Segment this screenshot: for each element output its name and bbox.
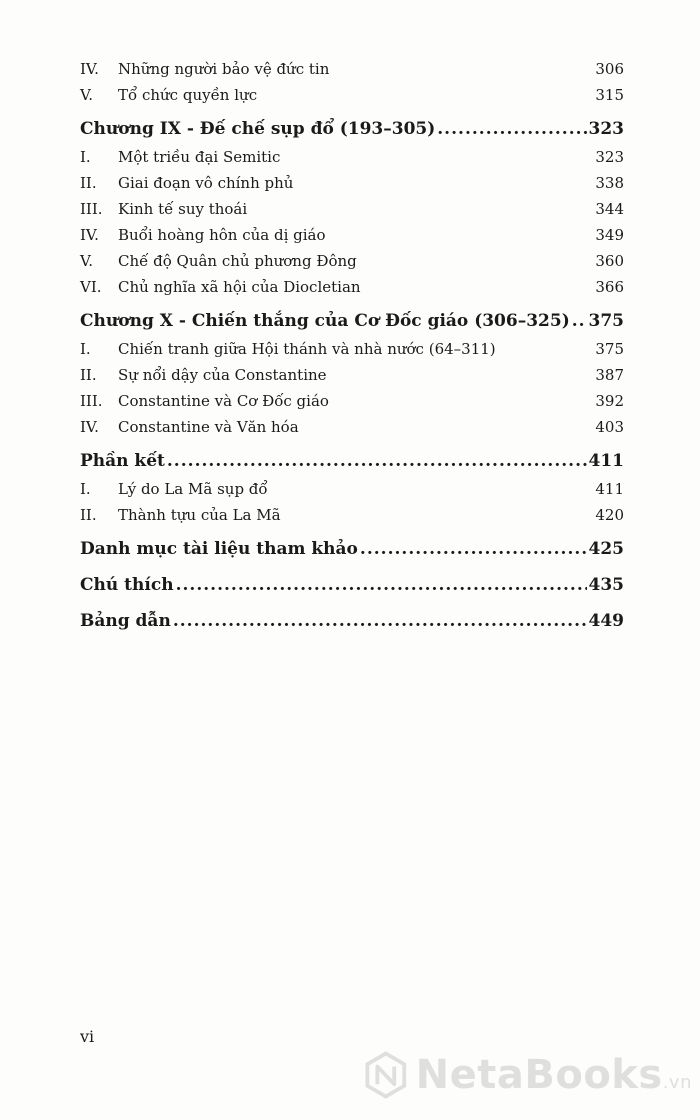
toc-item [80, 336, 624, 362]
section-numeral: II. [80, 174, 97, 192]
section-title: Chiến tranh giữa Hội thánh và nhà nước (64–311) [118, 340, 496, 358]
chapter-title: Chương IX - Đế chế sụp đổ (193–305) [80, 119, 436, 139]
toc-item [80, 476, 624, 502]
section-title: Giai đoạn vô chính phủ [118, 174, 294, 192]
section-numeral: III. [80, 200, 103, 218]
section-page-number: 387 [595, 366, 624, 384]
section-title: Kinh tế suy thoái [118, 200, 248, 218]
page-folio: vi [80, 1027, 95, 1046]
toc-chapter-heading [80, 108, 624, 144]
toc-item [80, 274, 624, 300]
section-title: Sự nổi dậy của Constantine [118, 366, 327, 384]
toc-item [80, 56, 624, 82]
dot-leader [167, 451, 587, 471]
toc-chapter-heading [80, 440, 624, 476]
chapter-title: Danh mục tài liệu tham khảo [80, 539, 358, 559]
section-page-number: 344 [595, 200, 624, 218]
section-numeral: IV. [80, 226, 99, 244]
toc-item [80, 362, 624, 388]
watermark [362, 1040, 692, 1110]
table-of-contents [80, 56, 624, 636]
toc-chapter-heading [80, 564, 624, 600]
dot-leader [360, 539, 587, 559]
toc-chapter-heading [80, 300, 624, 336]
toc-chapter-heading [80, 600, 624, 636]
section-numeral: I. [80, 148, 91, 166]
chapter-page-number: 411 [588, 451, 624, 471]
section-title: Chủ nghĩa xã hội của Diocletian [118, 278, 361, 296]
section-page-number: 315 [595, 86, 624, 104]
section-title: Constantine và Cơ Đốc giáo [118, 392, 329, 410]
section-numeral: II. [80, 366, 97, 384]
section-numeral: I. [80, 480, 91, 498]
section-numeral: VI. [80, 278, 102, 296]
toc-item [80, 170, 624, 196]
section-numeral: V. [80, 252, 93, 270]
dot-leader [437, 119, 586, 139]
chapter-page-number: 425 [588, 539, 624, 559]
section-numeral: I. [80, 340, 91, 358]
chapter-page-number: 449 [588, 611, 624, 631]
chapter-title: Bảng dẫn [80, 611, 171, 631]
section-page-number: 306 [595, 60, 624, 78]
section-title: Chế độ Quân chủ phương Đông [118, 252, 357, 270]
dot-leader [173, 611, 587, 631]
section-page-number: 349 [595, 226, 624, 244]
chapter-title: Chú thích [80, 575, 174, 595]
section-page-number: 375 [595, 340, 624, 358]
chapter-page-number: 323 [588, 119, 624, 139]
section-title: Những người bảo vệ đức tin [118, 60, 330, 78]
section-page-number: 411 [595, 480, 624, 498]
section-title: Một triều đại Semitic [118, 148, 281, 166]
section-page-number: 420 [595, 506, 624, 524]
section-page-number: 338 [595, 174, 624, 192]
section-page-number: 360 [595, 252, 624, 270]
section-numeral: III. [80, 392, 103, 410]
netabooks-logo-icon [362, 1044, 410, 1106]
dot-leader [176, 575, 587, 595]
section-page-number: 366 [595, 278, 624, 296]
chapter-title: Chương X - Chiến thắng của Cơ Đốc giáo (306–325) [80, 311, 570, 331]
section-numeral: V. [80, 86, 93, 104]
toc-item [80, 82, 624, 108]
section-title: Thành tựu của La Mã [118, 506, 281, 524]
section-title: Tổ chức quyền lực [118, 86, 258, 104]
section-numeral: IV. [80, 418, 99, 436]
section-title: Constantine và Văn hóa [118, 418, 299, 436]
toc-item [80, 414, 624, 440]
toc-item [80, 144, 624, 170]
toc-item [80, 388, 624, 414]
toc-item [80, 196, 624, 222]
section-page-number: 392 [595, 392, 624, 410]
section-numeral: IV. [80, 60, 99, 78]
chapter-page-number: 375 [588, 311, 624, 331]
watermark-text: NetaBooks.vn [415, 1052, 692, 1098]
section-page-number: 403 [595, 418, 624, 436]
dot-leader [572, 311, 587, 331]
toc-item [80, 248, 624, 274]
section-page-number: 323 [595, 148, 624, 166]
toc-item [80, 502, 624, 528]
toc-item [80, 222, 624, 248]
chapter-title: Phần kết [80, 451, 165, 471]
section-title: Lý do La Mã sụp đổ [118, 480, 268, 498]
chapter-page-number: 435 [588, 575, 624, 595]
section-numeral: II. [80, 506, 97, 524]
section-title: Buổi hoàng hôn của dị giáo [118, 226, 326, 244]
toc-chapter-heading [80, 528, 624, 564]
